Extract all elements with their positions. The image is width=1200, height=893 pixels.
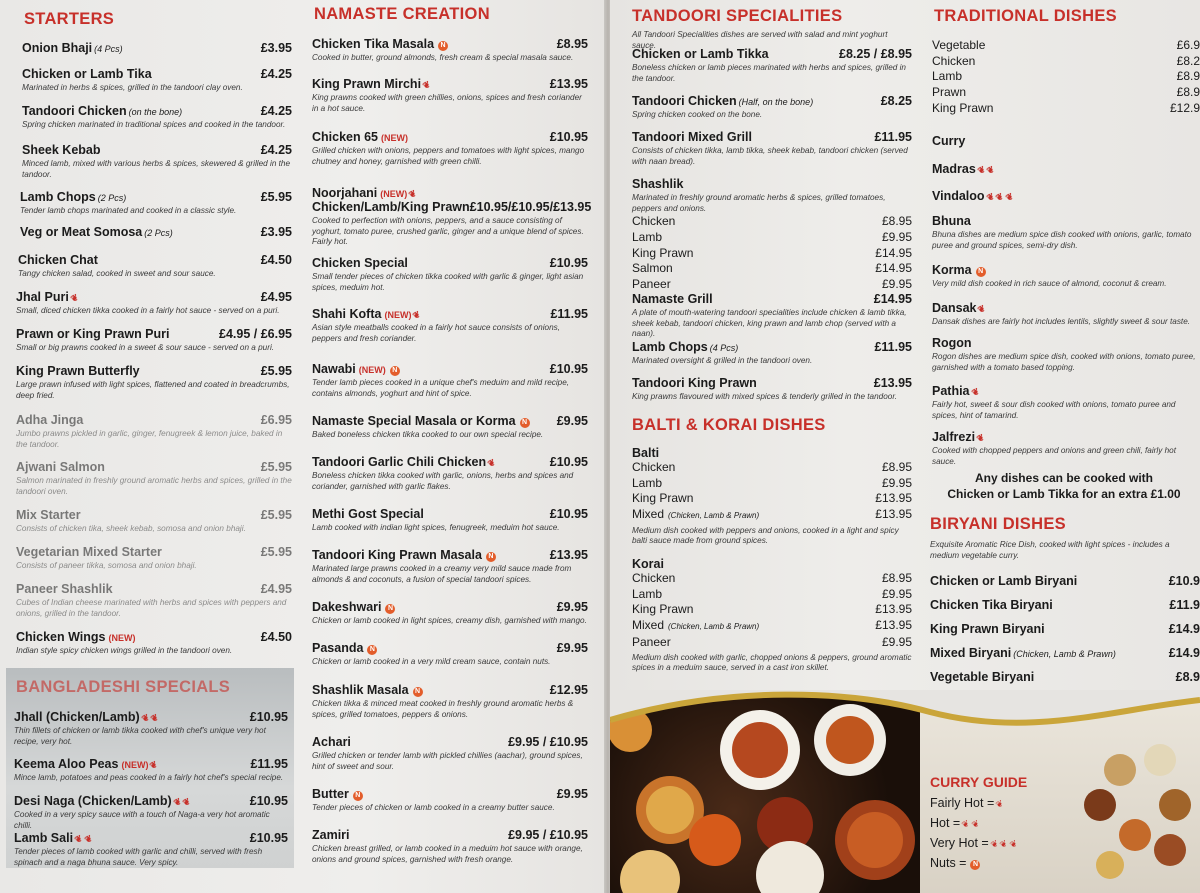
item-price: £5.95 bbox=[260, 545, 292, 559]
chili-pepper-icon: ❦ bbox=[969, 817, 981, 831]
group-label: Balti bbox=[632, 446, 660, 460]
chili-pepper-icon: ❦ bbox=[421, 78, 433, 92]
curry-style bbox=[932, 214, 1200, 251]
item-name: Dansak bbox=[932, 301, 977, 315]
curry-style bbox=[932, 384, 1200, 421]
item-description: Marinated large prawns cooked in a creamy very mild sauce made from almonds & and coconuts, a fusion of special tandoori spices. bbox=[312, 564, 572, 584]
item-name: Onion Bhaji bbox=[22, 41, 93, 55]
chili-pepper-icon: ❦ bbox=[1007, 837, 1019, 851]
item-description: Rogon dishes are medium spice dish, cooked with onions, tomato puree, garnished with a tomato based topping. bbox=[932, 352, 1196, 372]
nut-allergen-icon: N bbox=[976, 267, 986, 277]
item-price: £10.95 bbox=[549, 362, 588, 376]
item-price: £10.95 bbox=[549, 507, 588, 521]
item-description: Marinated in herbs & spices, grilled in the tandoori clay oven. bbox=[22, 83, 243, 92]
item-name: Sheek Kebab bbox=[22, 143, 101, 157]
item-name: Mix Starter bbox=[16, 508, 81, 522]
item-description: Very mild dish cooked in rich sauce of almond, coconut & cream. bbox=[932, 279, 1167, 288]
menu-item: Chicken 65 (NEW) £10.95 Grilled chicken with onions, peppers and tomatoes with light spices, mango chutney and honey, garnished with green chilli. bbox=[312, 130, 588, 166]
item-name: Jalfrezi bbox=[932, 430, 976, 444]
item-description: Cooked to perfection with onions, peppers, and a sauce consisting of yoghurt, tomato puree, crushed garlic, ginger and a unique blend of spices. Fairly hot. bbox=[312, 216, 584, 247]
item-name: Namaste Grill bbox=[632, 292, 713, 306]
item-description: Medium dish cooked with garlic, chopped onions & peppers, ground aromatic spices in a meduim sauce, served in a cast iron skillet. bbox=[632, 652, 912, 673]
chili-pepper-icon: ❦ bbox=[960, 817, 972, 831]
item-description: Spring chicken marinated in traditional spices and cooked in the tandoor. bbox=[22, 120, 286, 129]
item-price: £4.50 bbox=[260, 630, 292, 644]
item-name: Shashlik Masala bbox=[312, 683, 409, 697]
traditional-title: TRADITIONAL DISHES bbox=[934, 7, 1117, 25]
item-description: Small, diced chicken tikka cooked in a fairly hot sauce - served on a puri. bbox=[16, 306, 280, 315]
item-name: Vindaloo bbox=[932, 189, 985, 203]
item-price: £10.95 bbox=[549, 256, 588, 270]
item-description: Grilled chicken with onions, peppers and tomatoes with light spices, mango chutney and honey, garnished with green chilli. bbox=[312, 146, 585, 166]
chili-pepper-icon: ❦ bbox=[1003, 190, 1015, 204]
item-description: Indian style spicy chicken wings grilled in the tandoori oven. bbox=[16, 646, 233, 655]
chili-pepper-icon: ❦ bbox=[994, 797, 1006, 811]
item-description: Consists of chicken tikka, lamb tikka, sheek kebab, tandoori chicken (served with naan bread). bbox=[632, 146, 908, 166]
item-description: Spring chicken cooked on the bone. bbox=[632, 110, 763, 119]
item-name: Chicken or Lamb Tika bbox=[22, 67, 152, 81]
item-price: £3.95 bbox=[260, 225, 292, 239]
menu-item bbox=[22, 67, 292, 94]
item-price: £9.95 / £10.95 bbox=[508, 828, 588, 842]
item-description: Minced lamb, mixed with various herbs & spices, skewered & grilled in the tandoor. bbox=[22, 159, 291, 179]
item-price: £4.95 bbox=[260, 582, 292, 596]
item-name: Tandoori King Prawn bbox=[632, 376, 757, 390]
chili-pepper-icon: ❦ bbox=[985, 163, 997, 177]
item-price: £10.95 bbox=[549, 455, 588, 469]
menu-item: Nawabi (NEW) N £10.95 Tender lamb pieces cooked in a unique chef's meduim and mild recipe, contains almonds, yoghurt and hint of spice. bbox=[312, 362, 588, 398]
item-price: £4.25 bbox=[260, 104, 292, 118]
menu-item bbox=[312, 683, 588, 720]
item-price: £4.95 / £6.95 bbox=[219, 327, 292, 341]
item-price: £11.95 bbox=[874, 340, 912, 354]
nut-allergen-icon: N bbox=[390, 366, 400, 376]
menu-item bbox=[16, 582, 292, 619]
item-price: £9.95 bbox=[556, 641, 588, 655]
item-description: Fairly hot, sweet & sour dish cooked with onions, tomato puree and spices, hint of tamarind. bbox=[932, 400, 1176, 420]
item-name: Tandoori King Prawn Masala bbox=[312, 548, 482, 562]
price-row: Chicken Tika Biryani £11.9 bbox=[930, 598, 1200, 612]
item-price: £3.95 bbox=[260, 41, 292, 55]
item-description: Cooked in a very spicy sauce with a touch of Naga-a very hot aromatic chilli. bbox=[14, 810, 270, 830]
item-price: £5.95 bbox=[260, 460, 292, 474]
balti-korai-title: BALTI & KORAI DISHES bbox=[632, 416, 826, 434]
item-name: Chicken Special bbox=[312, 256, 408, 270]
item-price: £4.25 bbox=[260, 143, 292, 157]
item-description: Cooked in butter, ground almonds, fresh cream & special masala sauce. bbox=[312, 53, 574, 62]
nut-allergen-icon: N bbox=[520, 418, 530, 428]
chili-pepper-icon: ❦ bbox=[994, 190, 1006, 204]
item-price: £5.95 bbox=[260, 508, 292, 522]
chili-pepper-icon: ❦ bbox=[988, 837, 1000, 851]
nut-allergen-icon: N bbox=[486, 552, 496, 562]
group-label: Korai bbox=[632, 557, 664, 571]
item-name: Shahi Kofta bbox=[312, 307, 382, 321]
item-price: £14.95 bbox=[873, 292, 912, 306]
chili-pepper-icon: ❦ bbox=[486, 456, 498, 470]
item-description: Grilled chicken or tender lamb with pickled chillies (aachar), ground spices, hint of sweet and sour. bbox=[312, 751, 583, 771]
menu-item bbox=[18, 253, 292, 280]
nut-allergen-icon: N bbox=[385, 604, 395, 614]
item-name: Desi Naga (Chicken/Lamb) bbox=[14, 794, 172, 808]
item-price: £9.95 bbox=[556, 600, 588, 614]
item-description: Salmon marinated in freshly ground aromatic herbs and spices, grilled in the tandoori oven. bbox=[16, 476, 292, 496]
item-price: £4.95 bbox=[260, 290, 292, 304]
item-price: £11.95 bbox=[874, 130, 912, 144]
item-description: Medium dish cooked with peppers and onions, cooked in a light and spicy balti sauce made from ground spices. bbox=[632, 525, 899, 546]
bangladeshi-specials-panel bbox=[6, 668, 294, 868]
item-description: Chicken tikka & minced meat cooked in freshly ground aromatic herbs & spices, grilled tomatoes, peppers & onions. bbox=[312, 699, 574, 719]
item-name: Lamb Chops bbox=[20, 190, 96, 204]
item-name: Chicken Wings bbox=[16, 630, 106, 644]
menu-item bbox=[632, 376, 912, 403]
item-name: Nawabi bbox=[312, 362, 356, 376]
menu-item: Tandoori Chicken (Half, on the bone) £8.25 Spring chicken cooked on the bone. bbox=[632, 94, 912, 119]
item-description: Marinated oversight & grilled in the tandoori oven. bbox=[632, 356, 813, 365]
item-name: Chicken Tika Masala bbox=[312, 37, 435, 51]
chili-pepper-icon: ❦ bbox=[171, 795, 183, 809]
item-price: £13.95 bbox=[873, 376, 912, 390]
price-row: Mixed (Chicken, Lamb & Prawn) £13.95 bbox=[632, 618, 912, 633]
menu-item bbox=[16, 327, 292, 354]
item-price: £9.95 / £10.95 bbox=[508, 735, 588, 749]
item-description: Chicken or lamb cooked in light spices, creamy dish, garnished with mango. bbox=[312, 616, 587, 625]
item-price: £8.25 bbox=[880, 94, 912, 108]
item-price: £11.95 bbox=[250, 757, 288, 771]
item-name: Korma bbox=[932, 263, 972, 277]
chili-pepper-icon: ❦ bbox=[407, 187, 419, 201]
menu-item bbox=[16, 364, 292, 401]
balti-group bbox=[632, 446, 912, 547]
menu-item bbox=[312, 414, 588, 441]
item-description: Tender pieces of chicken or lamb cooked in a creamy butter sauce. bbox=[312, 803, 555, 812]
chili-pepper-icon: ❦ bbox=[149, 711, 161, 725]
menu-item: Tandoori Chicken (on the bone) £4.25 Spring chicken marinated in traditional spices and cooked in the tandoor. bbox=[22, 104, 292, 129]
curry-style bbox=[932, 430, 1200, 467]
chili-pepper-icon: ❦ bbox=[998, 837, 1010, 851]
price-row: Vegetable Biryani £8.9 bbox=[930, 670, 1200, 684]
menu-item bbox=[312, 735, 588, 772]
extra-tikka-note: Any dishes can be cooked with Chicken or Lamb Tikka for an extra £1.00 bbox=[947, 471, 1181, 501]
item-description: Thin fillets of chicken or lamb tikka cooked with chef's unique very hot recipe, very hot. bbox=[14, 726, 266, 746]
item-name: Jhall (Chicken/Lamb) bbox=[14, 710, 140, 724]
menu-item bbox=[312, 548, 588, 585]
item-description: Boneless chicken tikka cooked with garlic, onions, herbs and spices and coriander, garnished with garlic flakes. bbox=[312, 471, 574, 491]
item-description: Dansak dishes are fairly hot includes lentils, slightly sweet & sour taste. bbox=[932, 317, 1191, 326]
menu-item bbox=[16, 460, 292, 497]
chili-pepper-icon: ❦ bbox=[975, 163, 987, 177]
item-name: Prawn or King Prawn Puri bbox=[16, 327, 170, 341]
price-row: Chicken £8.95 bbox=[632, 571, 912, 585]
price-row: Paneer £9.95 bbox=[632, 277, 912, 292]
item-description: Consists of paneer tikka, somosa and onion bhaji. bbox=[16, 561, 197, 570]
item-name: Tandoori Garlic Chili Chicken bbox=[312, 455, 487, 469]
menu-item: Keema Aloo Peas (NEW)❦ £11.95 Mince lamb, potatoes and peas cooked in a fairly hot chef's special recipe. bbox=[14, 757, 288, 782]
menu-item: Chicken Wings (NEW) £4.50 Indian style spicy chicken wings grilled in the tandoori oven. bbox=[16, 630, 292, 655]
item-price: £10.95 bbox=[249, 794, 288, 808]
price-row: Salmon £14.95 bbox=[632, 261, 912, 276]
item-price: £13.95 bbox=[549, 548, 588, 562]
item-name: Rogon bbox=[932, 336, 972, 350]
chili-pepper-icon: ❦ bbox=[139, 711, 151, 725]
item-price: £5.95 bbox=[260, 190, 292, 204]
item-description: Cooked with chopped peppers and onions and green chili, fairly hot sauce. bbox=[932, 446, 1176, 466]
price-row: King Prawn Biryani £14.9 bbox=[930, 622, 1200, 636]
item-name: Keema Aloo Peas bbox=[14, 757, 119, 771]
starters-title: STARTERS bbox=[24, 10, 115, 28]
menu-item: Veg or Meat Somosa (2 Pcs) £3.95 bbox=[20, 225, 292, 239]
item-name: Shashlik bbox=[632, 177, 684, 191]
item-price: £12.95 bbox=[549, 683, 588, 697]
curry-guide-title: CURRY GUIDE bbox=[930, 774, 1028, 790]
menu-item bbox=[312, 256, 588, 293]
item-description: Marinated in freshly ground aromatic herbs & spices, grilled tomatoes, peppers and onions. bbox=[632, 193, 886, 213]
item-name: Adha Jinga bbox=[16, 413, 84, 427]
item-price: £8.95 bbox=[556, 37, 588, 51]
biryani-list bbox=[930, 574, 1200, 684]
item-description: Small or big prawns cooked in a sweet & sour sauce - served on a puri. bbox=[16, 343, 275, 352]
chili-pepper-icon: ❦ bbox=[148, 758, 160, 772]
item-name: Namaste Special Masala or Korma bbox=[312, 414, 516, 428]
curry-style bbox=[932, 336, 1200, 373]
curry-style bbox=[932, 162, 1200, 176]
item-price: £4.50 bbox=[260, 253, 292, 267]
curry-style bbox=[932, 301, 1200, 328]
item-price: £10.95 bbox=[249, 831, 288, 845]
price-row: King Prawn £13.95 bbox=[632, 602, 912, 617]
item-price: £11.95 bbox=[550, 307, 588, 321]
item-description: Boneless chicken or lamb pieces marinated with herbs and spices, grilled in the tandoor. bbox=[632, 63, 906, 83]
gold-wave-divider bbox=[610, 690, 1200, 750]
item-name: Lamb Sali bbox=[14, 831, 74, 845]
korai-group bbox=[632, 557, 912, 674]
price-row: Chicken £8.95 bbox=[632, 460, 912, 474]
chili-pepper-icon: ❦ bbox=[181, 795, 193, 809]
menu-item bbox=[312, 828, 588, 865]
item-description: Tender lamb chops marinated and cooked in a classic style. bbox=[20, 206, 237, 215]
item-name: Butter bbox=[312, 787, 349, 801]
chili-pepper-icon: ❦ bbox=[82, 832, 94, 846]
tandoori-title: TANDOORI SPECIALITIES bbox=[632, 7, 843, 25]
item-name: King Prawn Mirchi bbox=[312, 77, 422, 91]
price-row: Mixed Biryani (Chicken, Lamb & Prawn) £14.9 bbox=[930, 646, 1200, 660]
price-row: Chicken £8.2 bbox=[932, 53, 1200, 68]
item-name: Lamb Chops bbox=[632, 340, 708, 354]
price-row: Paneer £9.95 bbox=[632, 634, 912, 649]
chili-pepper-icon: ❦ bbox=[969, 385, 981, 399]
item-name: Jhal Puri bbox=[16, 290, 69, 304]
item-price: £10.95/£10.95/£13.95 bbox=[469, 200, 592, 214]
curry-style bbox=[932, 189, 1200, 203]
menu-item bbox=[14, 794, 288, 831]
namaste-title: NAMASTE CREATION bbox=[314, 5, 490, 23]
item-description: Asian style meatballs cooked in a fairly hot sauce consists of onions, peppers and fresh coriander. bbox=[312, 323, 561, 343]
price-row: Chicken or Lamb Biryani £10.9 bbox=[930, 574, 1200, 588]
item-description: Bhuna dishes are medium spice dish cooked with onions, garlic, tomato puree and ground spices, semi-dry dish. bbox=[932, 230, 1192, 250]
guide-nuts: Nuts = N bbox=[930, 854, 1070, 873]
chili-pepper-icon: ❦ bbox=[68, 291, 80, 305]
price-row: Lamb £9.95 bbox=[632, 586, 912, 601]
menu-item bbox=[16, 290, 292, 317]
item-name: Madras bbox=[932, 162, 976, 176]
item-name: King Prawn Butterfly bbox=[16, 364, 140, 378]
item-price: £8.25 / £8.95 bbox=[839, 47, 912, 61]
curry-guide bbox=[930, 774, 1070, 873]
menu-item bbox=[312, 787, 588, 814]
chili-pepper-icon: ❦ bbox=[984, 190, 996, 204]
menu-item: Lamb Chops (4 Pcs) £11.95 Marinated oversight & grilled in the tandoori oven. bbox=[632, 340, 912, 365]
item-name: Paneer Shashlik bbox=[16, 582, 113, 596]
tandoori-intro: All Tandoori Specialities dishes are served with salad and mint yoghurt sauce. bbox=[632, 30, 888, 50]
curry-style bbox=[932, 263, 1200, 290]
item-description: Consists of chicken tika, sheek kebab, somosa and onion bhaji. bbox=[16, 524, 246, 533]
menu-item bbox=[312, 455, 588, 492]
curry-style bbox=[932, 134, 1200, 148]
item-description: Tangy chicken salad, cooked in sweet and sour sauce. bbox=[18, 269, 216, 278]
item-name: Tandoori Mixed Grill bbox=[632, 130, 752, 144]
item-name: Pasanda bbox=[312, 641, 364, 655]
item-description: Chicken breast grilled, or lamb cooked in a meduim hot sauce with orange, onions and ground spices, garnished with fresh orange. bbox=[312, 844, 583, 864]
price-row: Lamb £9.95 bbox=[632, 230, 912, 245]
menu-item bbox=[14, 831, 288, 868]
item-name: Tandoori Chicken bbox=[22, 104, 127, 118]
guide-hot: Hot =❦❦ bbox=[930, 814, 1070, 834]
item-name: Chicken 65 bbox=[312, 130, 379, 144]
item-price: £10.95 bbox=[249, 710, 288, 724]
food-photo-banner bbox=[610, 690, 1200, 893]
item-price: £6.95 bbox=[260, 413, 292, 427]
item-name: Chicken Chat bbox=[18, 253, 98, 267]
item-price: £5.95 bbox=[260, 364, 292, 378]
price-row: Lamb £8.9 bbox=[932, 69, 1200, 84]
item-description: Mince lamb, potatoes and peas cooked in a fairly hot chef's special recipe. bbox=[14, 773, 284, 782]
menu-item: Noorjahani (NEW)❦ Chicken/Lamb/King Prawn £10.95/£10.95/£13.95 Cooked to perfection with onions, peppers, and a sauce consisting of yoghurt, tomato puree, crushed garlic, ginger and a unique blend of spices. Fairly hot. bbox=[312, 186, 592, 247]
price-row: Lamb £9.95 bbox=[632, 475, 912, 490]
menu-item: Onion Bhaji (4 Pcs) £3.95 bbox=[22, 41, 292, 55]
item-description: Small tender pieces of chicken tikka cooked with garlic & ginger, light asian spices, meduim hot. bbox=[312, 272, 584, 292]
menu-item bbox=[16, 413, 292, 450]
menu-item bbox=[632, 47, 912, 84]
item-name: Dakeshwari bbox=[312, 600, 382, 614]
item-name: Achari bbox=[312, 735, 351, 749]
item-price: £13.95 bbox=[549, 77, 588, 91]
item-description: Large prawn infused with light spices, flattened and coated in breadcrumbs, deep fried. bbox=[16, 380, 290, 400]
item-name: Vegetarian Mixed Starter bbox=[16, 545, 162, 559]
traditional-prices bbox=[932, 38, 1200, 117]
item-description: Tender lamb pieces cooked in a unique chef's meduim and mild recipe, contains almonds, yoghurt and hint of spice. bbox=[312, 378, 570, 398]
guide-fairly-hot: Fairly Hot =❦ bbox=[930, 794, 1070, 814]
chili-pepper-icon: ❦ bbox=[976, 302, 988, 316]
price-row: King Prawn £14.95 bbox=[632, 245, 912, 260]
nut-allergen-icon: N bbox=[438, 41, 448, 51]
guide-very-hot: Very Hot =❦❦❦ bbox=[930, 834, 1070, 854]
menu-item bbox=[14, 710, 288, 747]
item-name-variants: Chicken/Lamb/King Prawn bbox=[312, 200, 470, 214]
item-description: King prawns flavoured with mixed spices & tenderly grilled in the tandoor. bbox=[632, 392, 898, 401]
item-name: Noorjahani bbox=[312, 186, 378, 200]
menu-item: Shahi Kofta (NEW)❦ £11.95 Asian style meatballs cooked in a fairly hot sauce consists of onions, peppers and fresh coriander. bbox=[312, 307, 588, 343]
chili-pepper-icon: ❦ bbox=[73, 832, 85, 846]
bangladeshi-title: BANGLADESHI SPECIALS bbox=[16, 678, 231, 696]
item-description: Chicken or lamb cooked in a very mild cream sauce, contain nuts. bbox=[312, 657, 551, 666]
item-description: A plate of mouth-watering tandoori specialities include chicken & lamb tikka, sheek kebab, tandoori chicken, king prawn and lamb chop (served with a naan). bbox=[632, 308, 907, 339]
shashlik-group bbox=[632, 177, 912, 293]
biryani-title: BIRYANI DISHES bbox=[930, 515, 1066, 533]
item-description: Baked boneless chicken tikka cooked to our own special recipe. bbox=[312, 430, 544, 439]
item-description: Lamb cooked with indian light spices, fenugreek, meduim hot sauce. bbox=[312, 523, 560, 532]
menu-item bbox=[312, 641, 588, 668]
item-description: Tender pieces of lamb cooked with garlic and chilli, served with fresh spinach and a naga bhuna sauce. Very spicy. bbox=[14, 847, 263, 867]
item-description: King prawns cooked with green chillies, onions, spices and fresh coriander in a hot sauce. bbox=[312, 93, 582, 113]
item-name: Bhuna bbox=[932, 214, 971, 228]
menu-item bbox=[632, 130, 912, 167]
nut-allergen-icon: N bbox=[367, 645, 377, 655]
chili-pepper-icon: ❦ bbox=[411, 308, 423, 322]
menu-item bbox=[16, 508, 292, 535]
item-price: £4.25 bbox=[260, 67, 292, 81]
chili-pepper-icon: ❦ bbox=[975, 431, 987, 445]
nut-allergen-icon: N bbox=[413, 687, 423, 697]
price-row: Mixed (Chicken, Lamb & Prawn) £13.95 bbox=[632, 507, 912, 522]
item-name: Curry bbox=[932, 134, 966, 148]
item-name: Tandoori Chicken bbox=[632, 94, 737, 108]
price-row: Prawn £8.9 bbox=[932, 85, 1200, 100]
menu-item bbox=[632, 292, 912, 340]
price-row: King Prawn £13.95 bbox=[632, 491, 912, 506]
price-row: Vegetable £6.9 bbox=[932, 38, 1200, 52]
item-description: Cubes of Indian cheese marinated with herbs and spices with peppers and onions, grilled in the tandoor. bbox=[16, 598, 287, 618]
menu-item bbox=[16, 545, 292, 572]
item-price: £10.95 bbox=[549, 130, 588, 144]
menu-right-page bbox=[610, 0, 1200, 893]
nut-allergen-icon: N bbox=[353, 791, 363, 801]
menu-item bbox=[312, 507, 588, 534]
price-row: King Prawn £12.9 bbox=[932, 100, 1200, 115]
menu-item bbox=[22, 143, 292, 180]
item-name: Chicken or Lamb Tikka bbox=[632, 47, 769, 61]
item-name: Veg or Meat Somosa bbox=[20, 225, 143, 239]
menu-item: Lamb Chops (2 Pcs) £5.95 Tender lamb chops marinated and cooked in a classic style. bbox=[20, 190, 292, 215]
item-name: Zamiri bbox=[312, 828, 350, 842]
biryani-intro: Exquisite Aromatic Rice Dish, cooked with light spices - includes a medium vegetable curry. bbox=[930, 540, 1170, 560]
item-price: £9.95 bbox=[556, 787, 588, 801]
item-description: Jumbo prawns pickled in garlic, ginger, fenugreek & lemon juice, baked in the tandoor. bbox=[16, 429, 283, 449]
item-price: £9.95 bbox=[556, 414, 588, 428]
menu-item bbox=[312, 77, 588, 114]
menu-item bbox=[312, 600, 588, 627]
item-name: Pathia bbox=[932, 384, 970, 398]
item-name: Ajwani Salmon bbox=[16, 460, 105, 474]
nut-allergen-icon: N bbox=[970, 860, 980, 870]
item-name: Methi Gost Special bbox=[312, 507, 424, 521]
price-row: Chicken £8.95 bbox=[632, 214, 912, 229]
menu-item bbox=[312, 37, 588, 64]
